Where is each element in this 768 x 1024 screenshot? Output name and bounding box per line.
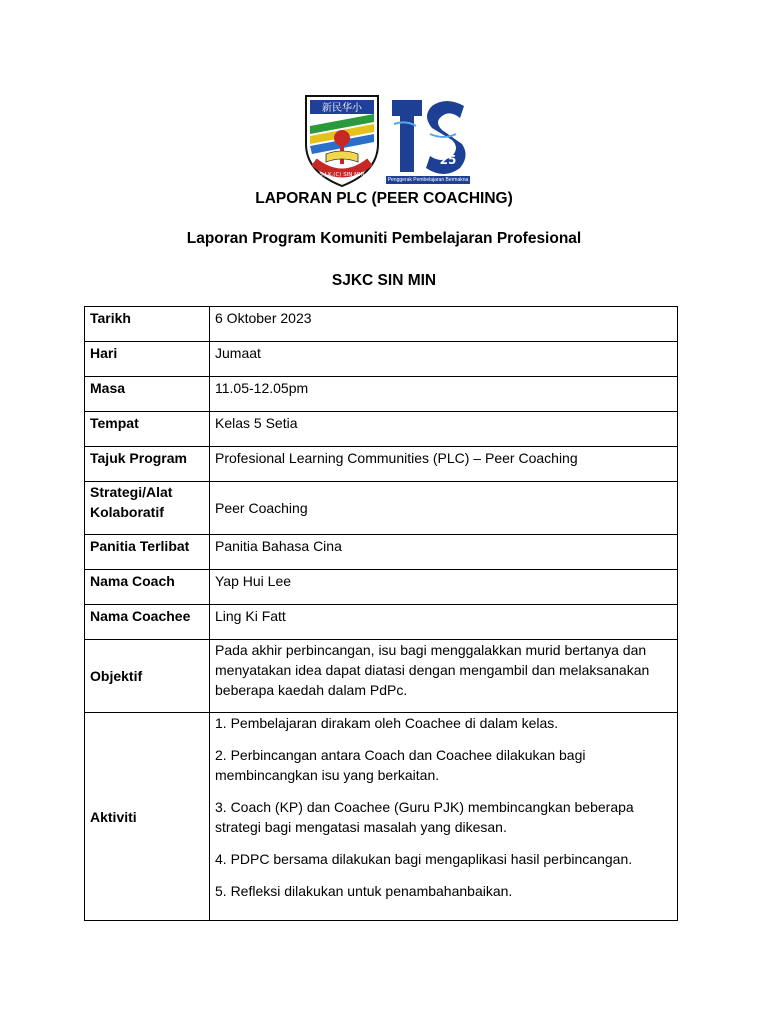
row-value: Profesional Learning Communities (PLC) – Peer Coaching [210, 447, 678, 482]
row-value: Pada akhir perbincangan, isu bagi menggalakkan murid bertanya dan menyatakan idea dapat diatasi dengan mengambil dan melaksanakan beberapa kaedah dalam PdPc. [210, 640, 678, 713]
table-row [85, 713, 678, 921]
svg-text:新民华小: 新民华小 [322, 103, 362, 114]
activity-item: 5. Refleksi dilakukan untuk penambahanbaikan. [215, 883, 513, 899]
table-row [85, 342, 678, 377]
activity-item: 4. PDPC bersama dilakukan bagi mengaplikasi hasil perbincangan. [215, 851, 633, 867]
row-value: Peer Coaching [210, 482, 678, 535]
row-value: Ling Ki Fatt [210, 605, 678, 640]
row-value: 11.05-12.05pm [210, 377, 678, 412]
table-row [85, 482, 678, 535]
row-value: 6 Oktober 2023 [210, 307, 678, 342]
activity-item: 1. Pembelajaran dirakam oleh Coachee di dalam kelas. [215, 715, 559, 731]
row-label: Hari [85, 342, 210, 377]
header-logos [300, 92, 472, 188]
ts25-logo [386, 94, 470, 180]
svg-text:S.J.K.(C) SIN MIN: S.J.K.(C) SIN MIN [319, 172, 365, 178]
school-crest-logo [300, 92, 384, 188]
table-row [85, 377, 678, 412]
activity-item: 3. Coach (KP) dan Coachee (Guru PJK) membincangkan beberapa strategi bagi mengatasi masalah yang dikesan. [215, 799, 634, 835]
ts25-tagline: Penggerak Pembelajaran Bermakna [387, 177, 469, 183]
row-label: Nama Coach [85, 570, 210, 605]
row-value: Jumaat [210, 342, 678, 377]
activity-list [210, 713, 678, 921]
table-row [85, 447, 678, 482]
row-label: Nama Coachee [85, 605, 210, 640]
row-label: Aktiviti [85, 713, 210, 921]
table-row [85, 640, 678, 713]
row-value: Yap Hui Lee [210, 570, 678, 605]
school-name: SJKC SIN MIN [331, 272, 437, 289]
report-table [84, 306, 678, 921]
report-title: LAPORAN PLC (PEER COACHING) [255, 190, 513, 207]
row-label: Masa [85, 377, 210, 412]
row-label: Tempat [85, 412, 210, 447]
table-row [85, 570, 678, 605]
report-subtitle: Laporan Program Komuniti Pembelajaran Profesional [186, 230, 582, 247]
row-label: Tajuk Program [85, 447, 210, 482]
activity-item: 2. Perbincangan antara Coach dan Coachee dilakukan bagi membincangkan isu yang berkaitan. [215, 747, 586, 783]
row-label: Objektif [85, 640, 210, 713]
row-label: Tarikh [85, 307, 210, 342]
table-row [85, 412, 678, 447]
row-value: Kelas 5 Setia [210, 412, 678, 447]
row-label: Panitia Terlibat [85, 535, 210, 570]
row-label: Strategi/Alat Kolaboratif [85, 482, 210, 535]
row-value: Panitia Bahasa Cina [210, 535, 678, 570]
svg-text:25: 25 [439, 153, 457, 167]
table-row [85, 535, 678, 570]
table-row [85, 605, 678, 640]
table-row [85, 307, 678, 342]
